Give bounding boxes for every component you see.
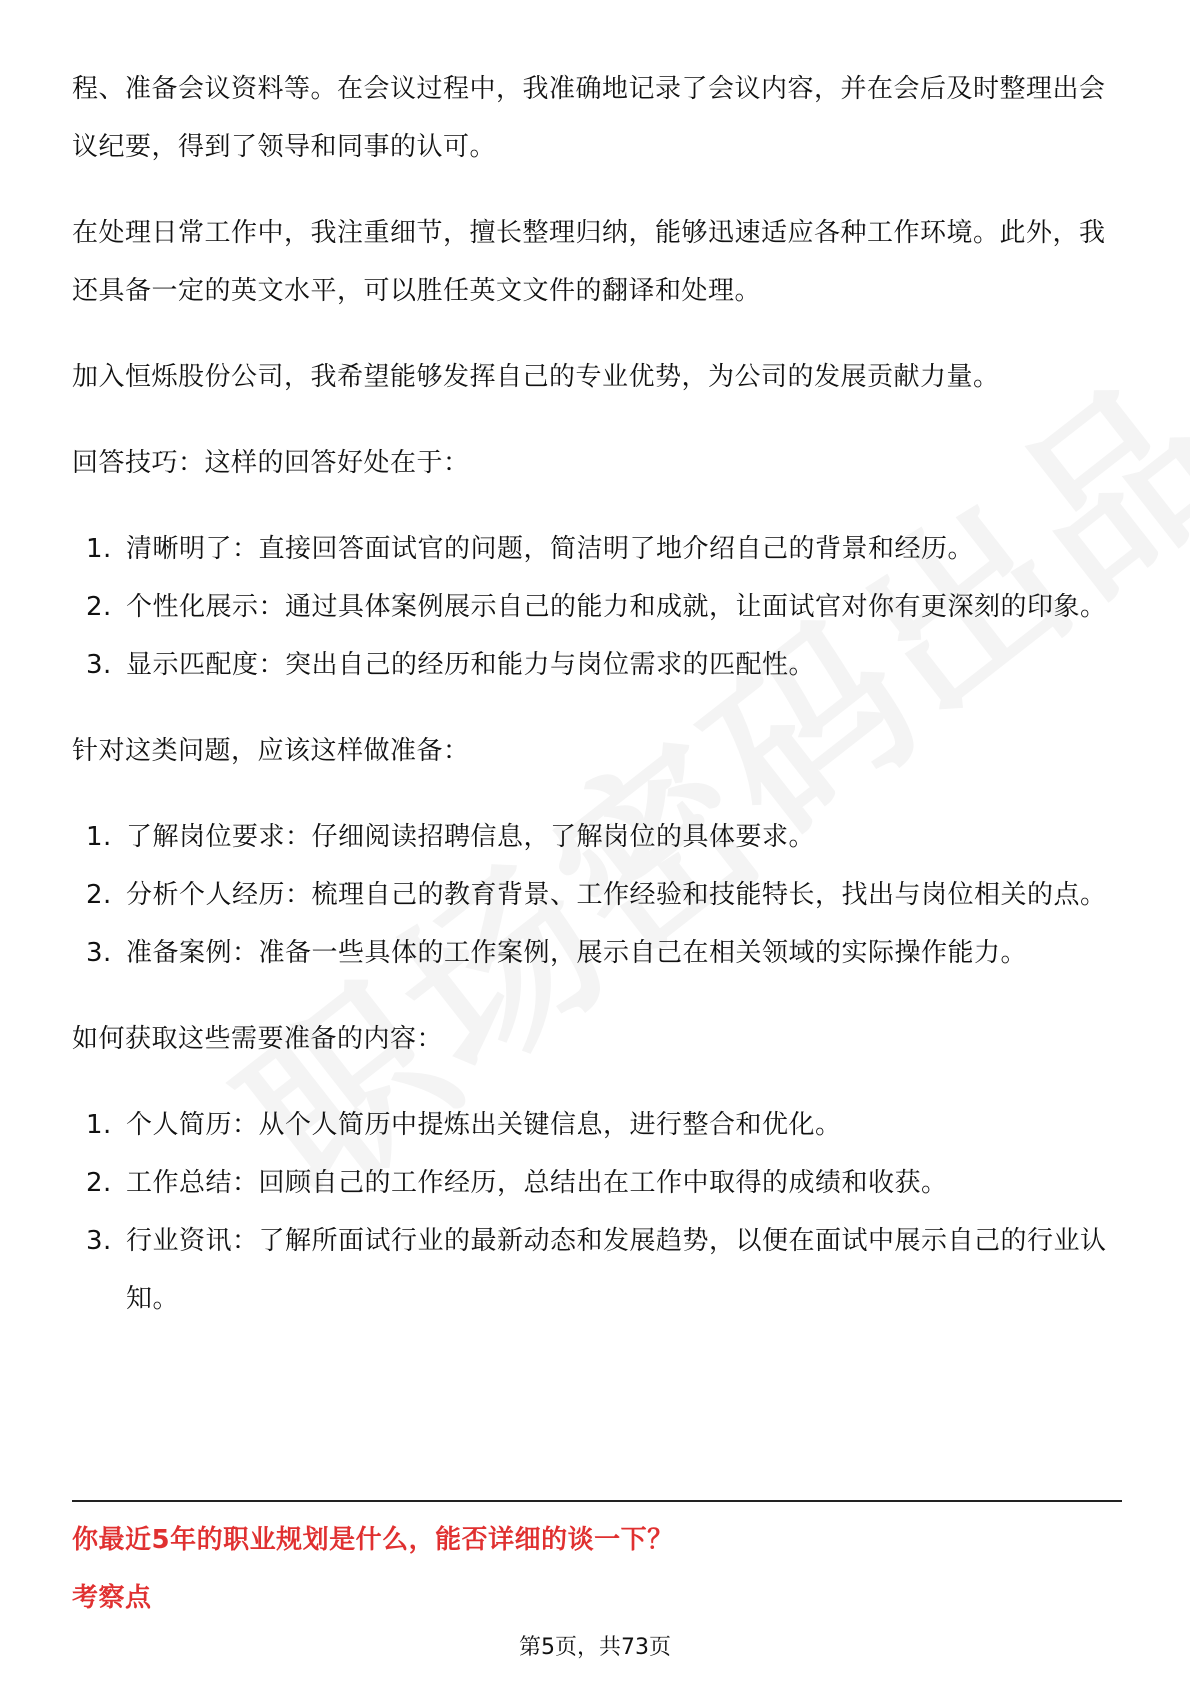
document-body xyxy=(72,60,1122,1356)
list-item xyxy=(72,636,1122,694)
list-item xyxy=(72,1154,1122,1212)
content-source-list xyxy=(72,1096,1122,1328)
answer-tips-heading: 回答技巧：这样的回答好处在于： xyxy=(72,448,470,478)
list-number: 2. xyxy=(86,592,112,622)
list-item xyxy=(72,1096,1122,1154)
page-footer: 第5页，共73页 xyxy=(519,1635,671,1660)
preparation-heading: 针对这类问题，应该这样做准备： xyxy=(72,736,470,766)
section-divider xyxy=(72,1500,1122,1502)
list-item xyxy=(72,578,1122,636)
list-item xyxy=(72,866,1122,924)
list-item-text: 行业资讯：了解所面试行业的最新动态和发展趋势，以便在面试中展示自己的行业认知。 xyxy=(126,1226,1107,1314)
paragraph-3: 加入恒烁股份公司，我希望能够发挥自己的专业优势，为公司的发展贡献力量。 xyxy=(72,362,1000,392)
list-number: 1. xyxy=(86,1110,112,1140)
list-item-text: 清晰明了：直接回答面试官的问题，简洁明了地介绍自己的背景和经历。 xyxy=(126,534,975,564)
content-source-heading: 如何获取这些需要准备的内容： xyxy=(72,1024,444,1054)
list-item-text: 显示匹配度：突出自己的经历和能力与岗位需求的匹配性。 xyxy=(126,650,816,680)
list-number: 2. xyxy=(86,1168,112,1198)
list-item xyxy=(72,1212,1122,1328)
list-number: 2. xyxy=(86,880,112,910)
list-number: 3. xyxy=(86,1226,112,1256)
list-item xyxy=(72,924,1122,982)
preparation-list xyxy=(72,808,1122,982)
list-number: 1. xyxy=(86,822,112,852)
list-item xyxy=(72,808,1122,866)
paragraph-1: 程、准备会议资料等。在会议过程中，我准确地记录了会议内容，并在会后及时整理出会议纪要，得到了领导和同事的认可。 xyxy=(72,74,1106,162)
list-number: 3. xyxy=(86,938,112,968)
list-item-text: 个人简历：从个人简历中提炼出关键信息，进行整合和优化。 xyxy=(126,1110,842,1140)
list-number: 1. xyxy=(86,534,112,564)
paragraph-2: 在处理日常工作中，我注重细节，擅长整理归纳，能够迅速适应各种工作环境。此外，我还具备一定的英文水平，可以胜任英文文件的翻译和处理。 xyxy=(72,218,1106,306)
answer-tips-list xyxy=(72,520,1122,694)
list-item-text: 分析个人经历：梳理自己的教育背景、工作经验和技能特长，找出与岗位相关的点。 xyxy=(126,880,1107,910)
next-question-title: 你最近5年的职业规划是什么，能否详细的谈一下？ xyxy=(72,1525,674,1555)
list-item-text: 了解岗位要求：仔细阅读招聘信息，了解岗位的具体要求。 xyxy=(126,822,816,852)
list-item-text: 个性化展示：通过具体案例展示自己的能力和成就，让面试官对你有更深刻的印象。 xyxy=(126,592,1107,622)
list-item xyxy=(72,520,1122,578)
list-item-text: 准备案例：准备一些具体的工作案例，展示自己在相关领域的实际操作能力。 xyxy=(126,938,1028,968)
next-section-label: 考察点 xyxy=(72,1583,152,1613)
list-item-text: 工作总结：回顾自己的工作经历，总结出在工作中取得的成绩和收获。 xyxy=(126,1168,948,1198)
list-number: 3. xyxy=(86,650,112,680)
